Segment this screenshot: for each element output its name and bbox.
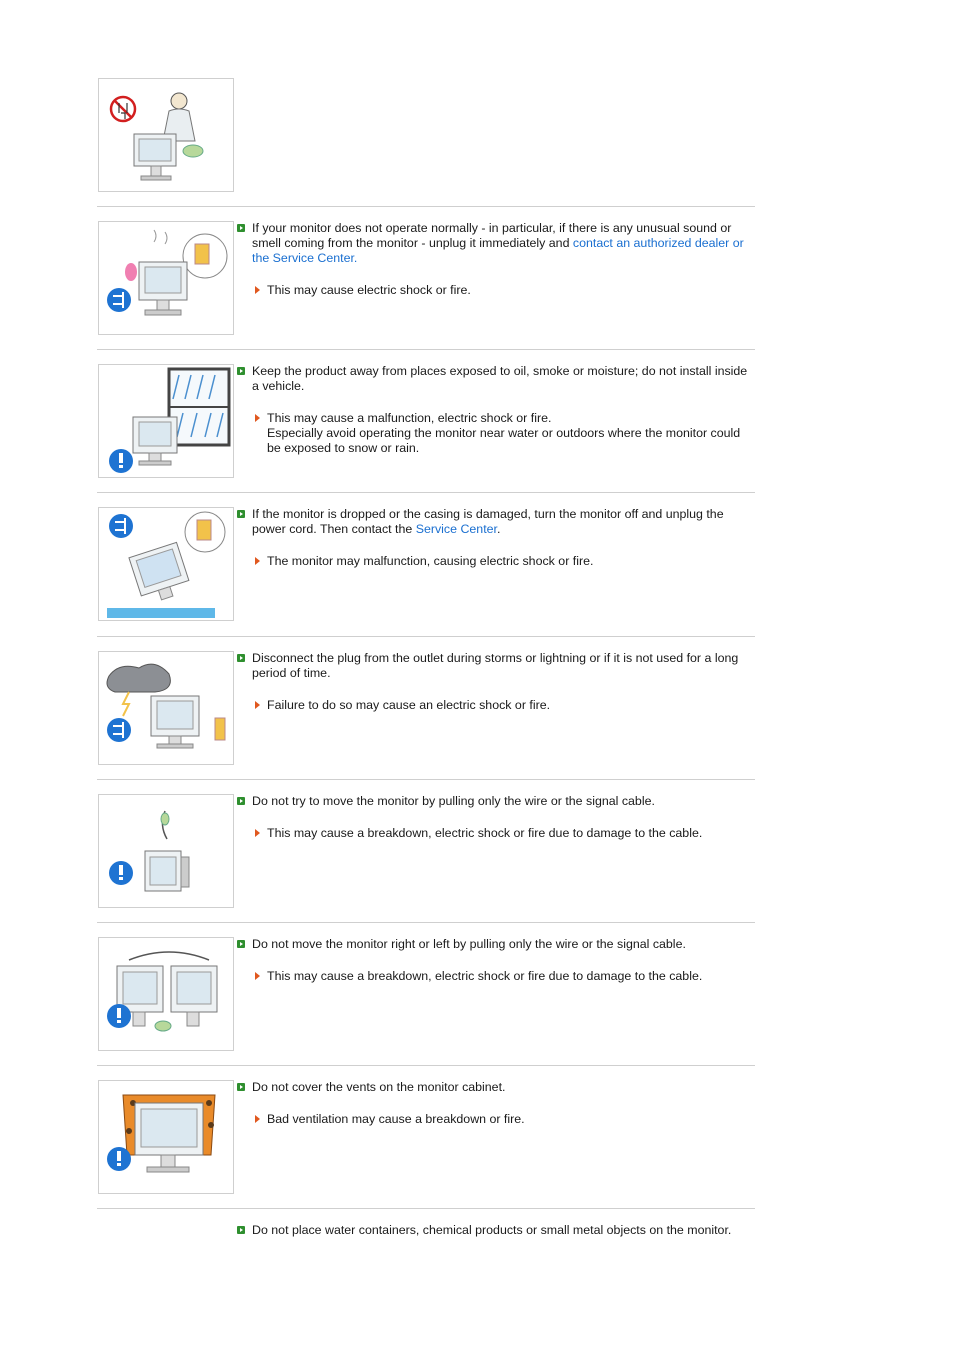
warning-text: If your monitor does not operate normally - in particular, if there is any unusual sound or smell coming from the monitor - unplug it immediately and contact an authorized dealer or the Service Center. <box>237 221 752 266</box>
warning-text: Do not cover the vents on the monitor cabinet. <box>237 1080 752 1095</box>
service-center-link[interactable]: Service Center <box>415 522 497 536</box>
covered-vents-icon <box>98 1080 234 1194</box>
consequence-text: Failure to do so may cause an electric shock or fire. <box>237 698 752 713</box>
orange-arrow-icon <box>255 829 260 837</box>
unplug-hazard-figure-icon <box>98 78 234 192</box>
consequence-text: The monitor may malfunction, causing electric shock or fire. <box>237 554 752 569</box>
consequence-text: This may cause a breakdown, electric shock or fire due to damage to the cable. <box>237 969 752 984</box>
warning-text: Do not try to move the monitor by pulling only the wire or the signal cable. <box>237 794 752 809</box>
green-bullet-icon <box>237 224 245 232</box>
consequence-text: This may cause a malfunction, electric shock or fire. Especially avoid operating the monitor near water or outdoors where the monitor could be exposed to snow or rain. <box>237 411 752 456</box>
green-bullet-icon <box>237 367 245 375</box>
consequence-text: Bad ventilation may cause a breakdown or fire. <box>237 1112 752 1127</box>
warning-text: Do not move the monitor right or left by pulling only the wire or the signal cable. <box>237 937 752 952</box>
warning-text: Do not place water containers, chemical products or small metal objects on the monitor. <box>237 1223 752 1238</box>
warning-text: Disconnect the plug from the outlet during storms or lightning or if it is not used for a long period of time. <box>237 651 752 681</box>
green-bullet-icon <box>237 654 245 662</box>
pull-cable-icon <box>98 794 234 908</box>
orange-arrow-icon <box>255 972 260 980</box>
orange-arrow-icon <box>255 557 260 565</box>
warning-text: Keep the product away from places exposed to oil, smoke or moisture; do not install inside a vehicle. <box>237 364 752 394</box>
green-bullet-icon <box>237 1083 245 1091</box>
consequence-text: This may cause a breakdown, electric shock or fire due to damage to the cable. <box>237 826 752 841</box>
green-bullet-icon <box>237 510 245 518</box>
lightning-unplug-icon <box>98 651 234 765</box>
green-bullet-icon <box>237 940 245 948</box>
service-center-link[interactable]: contact an authorized dealer or the Service Center. <box>252 236 744 265</box>
monitor-rain-window-icon <box>98 364 234 478</box>
swing-cable-icon <box>98 937 234 1051</box>
unplug-smoking-monitor-icon <box>98 221 234 335</box>
orange-arrow-icon <box>255 286 260 294</box>
dropped-monitor-icon <box>98 507 234 621</box>
green-bullet-icon <box>237 797 245 805</box>
warning-text: If the monitor is dropped or the casing is damaged, turn the monitor off and unplug the power cord. Then contact the Service Center. <box>237 507 752 537</box>
consequence-text: This may cause electric shock or fire. <box>237 283 752 298</box>
orange-arrow-icon <box>255 701 260 709</box>
orange-arrow-icon <box>255 1115 260 1123</box>
green-bullet-icon <box>237 1226 245 1234</box>
orange-arrow-icon <box>255 414 260 422</box>
